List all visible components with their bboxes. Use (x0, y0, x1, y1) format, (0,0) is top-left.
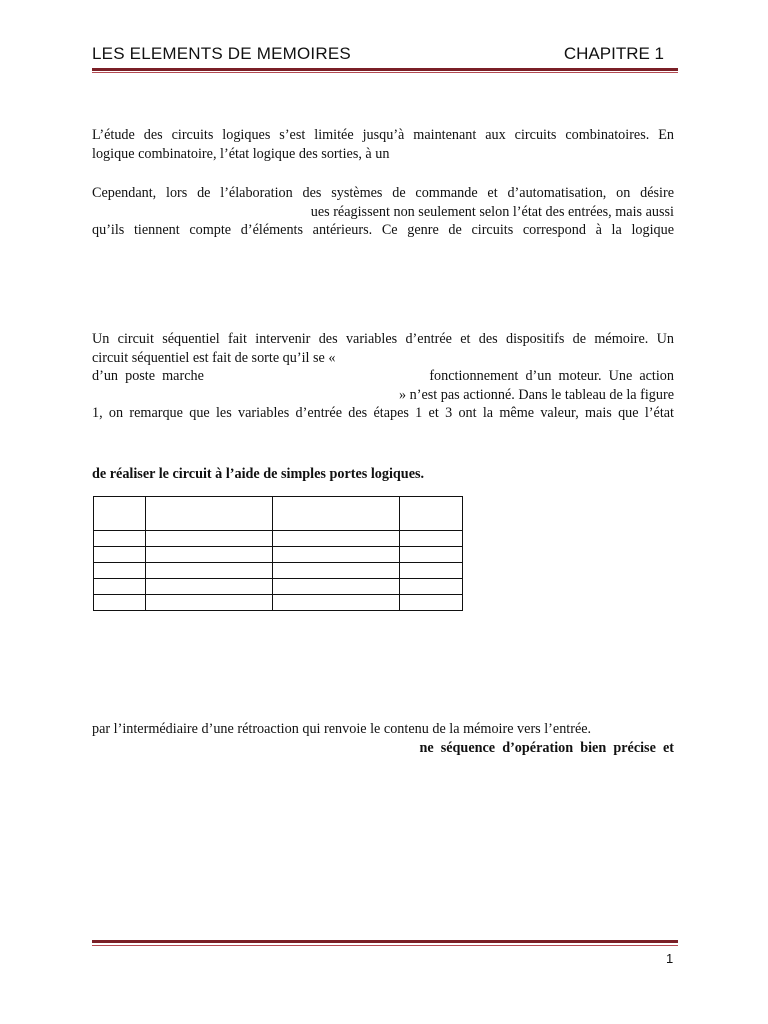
table-cell (94, 497, 146, 531)
table-cell (273, 563, 400, 579)
table-cell (273, 579, 400, 595)
table-row (94, 563, 463, 579)
table-cell (146, 497, 273, 531)
footer-rule-thin (92, 945, 678, 946)
table-cell (146, 563, 273, 579)
table-cell (273, 595, 400, 611)
table-cell (146, 579, 273, 595)
table-cell (400, 579, 463, 595)
text-line: logique combinatoire, l’état logique des sorties, à un (92, 145, 390, 162)
table-cell (273, 547, 400, 563)
text-line: Cependant, lors de l’élaboration des systèmes de commande et d’automatisation, on désire (92, 185, 674, 201)
table-cell (273, 497, 400, 531)
text-line: qu’ils tiennent compte d’éléments antérieurs. Ce genre de circuits correspond à la logique (92, 222, 674, 238)
paragraph-4 (92, 465, 674, 484)
header-rule (92, 68, 678, 71)
table-cell (400, 595, 463, 611)
table-cell (400, 497, 463, 531)
header-title: LES ELEMENTS DE MEMOIRES (92, 44, 351, 63)
table-cell (94, 579, 146, 595)
header-chapter: CHAPITRE 1 (563, 44, 664, 63)
table-cell (94, 547, 146, 563)
table-cell (400, 563, 463, 579)
table-row (94, 531, 463, 547)
table-row (94, 595, 463, 611)
text-line: ues réagissent non seulement selon l’état des entrées, mais aussi (310, 203, 674, 220)
table-cell (94, 563, 146, 579)
paragraph-3 (92, 330, 674, 423)
table-cell (94, 531, 146, 547)
table-cell (146, 547, 273, 563)
text-line: par l’intermédiaire d’une rétroaction qui renvoie le contenu de la mémoire vers l’entrée. (92, 721, 592, 737)
table-row (94, 547, 463, 563)
table-row (94, 579, 463, 595)
text-line: circuit séquentiel est fait de sorte qu’il se « (92, 349, 336, 366)
table-cell (146, 531, 273, 547)
empty-table (93, 496, 463, 611)
table-cell (146, 595, 273, 611)
text-line: » n’est pas actionné. Dans le tableau de la figure (399, 386, 674, 403)
table-cell (94, 595, 146, 611)
paragraph-5 (92, 720, 674, 757)
text-line: L’étude des circuits logiques s’est limitée jusqu’à maintenant aux circuits combinatoires. En (92, 127, 674, 143)
header-rule-thin (92, 72, 678, 73)
text-line: de réaliser le circuit à l’aide de simples portes logiques. (92, 466, 425, 482)
page-header (92, 44, 678, 66)
text-line: ne séquence d’opération bien précise et (419, 739, 674, 756)
page-number: 1 (666, 951, 674, 966)
table-cell (400, 547, 463, 563)
paragraph-2 (92, 184, 674, 240)
table-cell (400, 531, 463, 547)
table-cell (273, 531, 400, 547)
text-fragment: fonctionnement d’un moteur. Une action (429, 368, 674, 384)
text-line-split (92, 367, 674, 386)
paragraph-1 (92, 126, 674, 163)
text-fragment: d’un poste marche (92, 368, 204, 384)
text-line: Un circuit séquentiel fait intervenir des variables d’entrée et des dispositifs de mémoire. Un (92, 331, 674, 347)
footer-rule (92, 940, 678, 943)
text-line: 1, on remarque que les variables d’entrée des étapes 1 et 3 ont la même valeur, mais que l’état (92, 405, 674, 421)
table-row (94, 497, 463, 531)
